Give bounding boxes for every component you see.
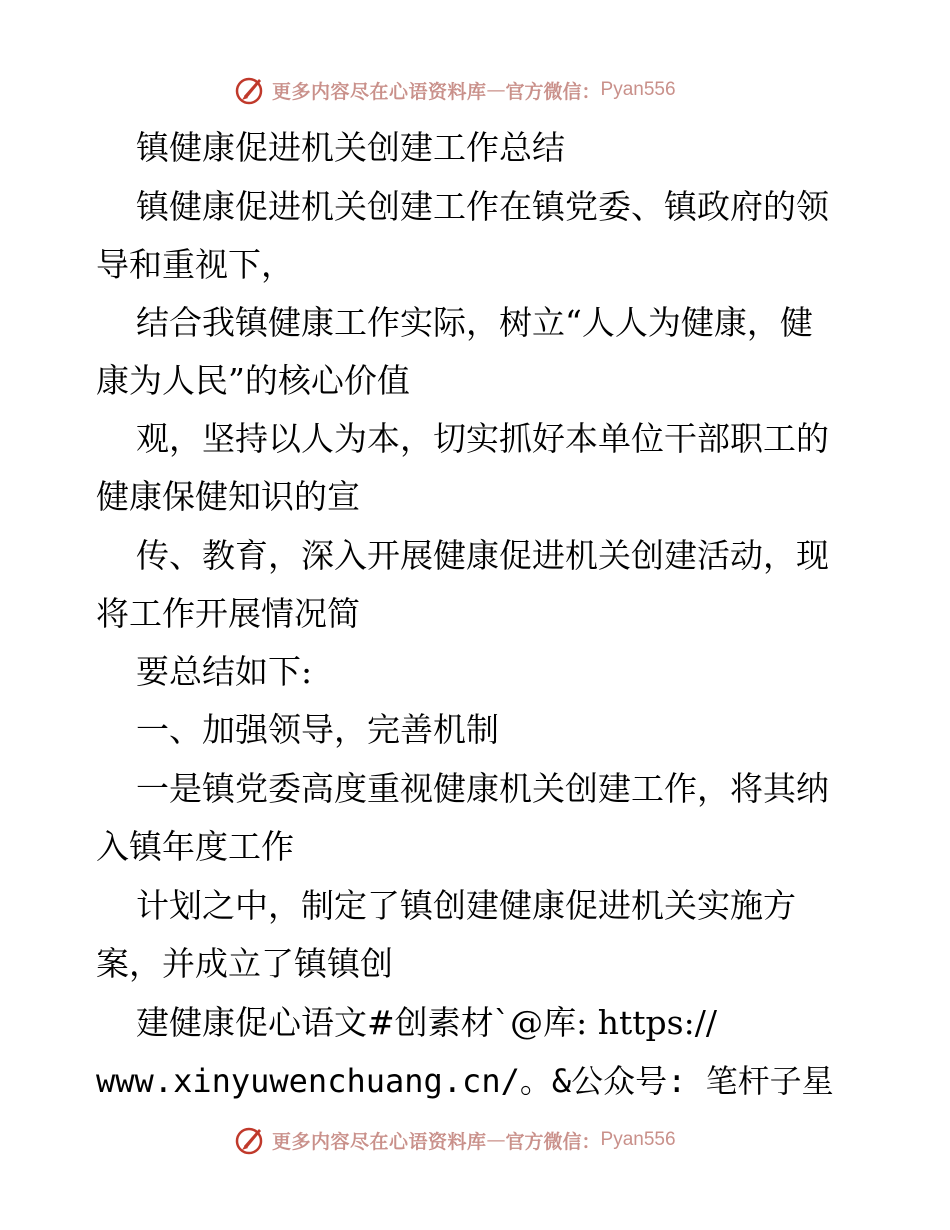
section-heading: 一、加强领导，完善机制	[136, 710, 499, 749]
header-watermark-banner	[0, 70, 950, 110]
banner-wechat-label: 官方微信：	[505, 80, 601, 103]
paragraph-line: 导和重视下，	[96, 245, 294, 284]
document-title: 镇健康促进机关创建工作总结	[136, 128, 565, 167]
banner-separator: —	[486, 1129, 506, 1151]
paragraph-line: 建健康促心语文#创素材`@库: https://	[136, 1003, 717, 1042]
paragraph-line: 计划之中，制定了镇创建健康促进机关实施方	[136, 886, 796, 925]
banner-wechat-label: 官方微信：	[505, 1130, 601, 1153]
banner-wechat-id: Pyan556	[600, 79, 676, 100]
quill-logo-icon	[234, 1124, 266, 1156]
paragraph-line: 入镇年度工作	[96, 827, 294, 866]
banner-wechat-id: Pyan556	[600, 1129, 676, 1150]
paragraph-line: 传、教育，深入开展健康促进机关创建活动，现	[136, 536, 829, 575]
paragraph-line: 健康保健知识的宣	[96, 477, 360, 516]
paragraph-line: 要总结如下:	[136, 652, 313, 691]
banner-text: 更多内容尽在心语资料库	[272, 80, 487, 103]
quill-logo-icon	[234, 74, 266, 106]
paragraph-line: www.xinyuwenchuang.cn/。&公众号: 笔杆子星	[96, 1062, 834, 1100]
footer-watermark-banner	[0, 1120, 950, 1160]
paragraph-line: 将工作开展情况简	[96, 594, 360, 633]
paragraph-line: 一是镇党委高度重视健康机关创建工作，将其纳	[136, 769, 829, 808]
paragraph-line: 镇健康促进机关创建工作在镇党委、镇政府的领	[136, 187, 829, 226]
paragraph-line: 案，并成立了镇镇创	[96, 944, 393, 983]
banner-separator: —	[486, 79, 506, 101]
paragraph-line: 结合我镇健康工作实际，树立“人人为健康，健	[136, 303, 813, 342]
paragraph-line: 观，坚持以人为本，切实抓好本单位干部职工的	[136, 419, 829, 458]
banner-text: 更多内容尽在心语资料库	[272, 1130, 487, 1153]
paragraph-line: 康为人民”的核心价值	[96, 361, 410, 400]
